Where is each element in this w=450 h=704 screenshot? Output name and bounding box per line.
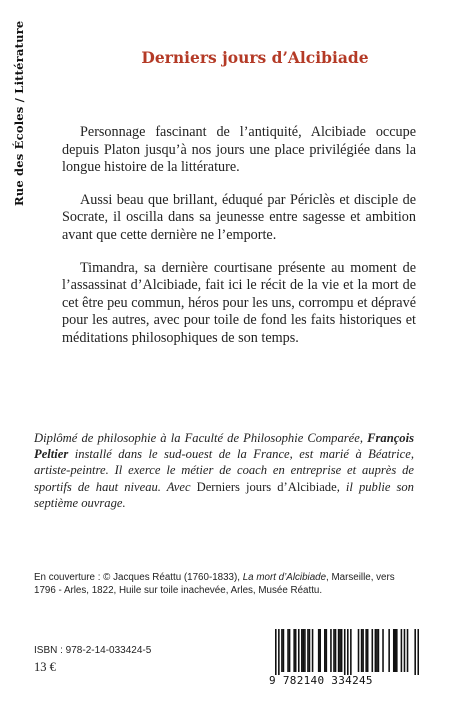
- barcode-bar: [367, 629, 369, 672]
- barcode-bar: [339, 629, 341, 672]
- barcode-bar: [361, 629, 363, 672]
- barcode-bar: [281, 629, 283, 672]
- painting-title: La mort d’Alcibiade: [242, 572, 327, 583]
- collection-label: Rue des Écoles / Littérature: [12, 20, 26, 206]
- bio-text: installé dans le sud-ouest de la France, est marié à Béatrice, artiste-peintre. Il exerce le métier de coach en entreprise et auprès de sportifs de haut niveau. Avec: [34, 447, 414, 494]
- barcode-digits: 9 782140 334245: [269, 674, 373, 687]
- barcode-bar: [393, 629, 395, 672]
- barcode-bar: [344, 629, 346, 675]
- barcode-bar: [396, 629, 398, 672]
- credits-text: , Marseille, vers 1796 - Arles, 1822, Huile sur toile inachevée, Arles, Musée Réattu.: [34, 572, 395, 597]
- barcode-bar: [407, 629, 409, 672]
- barcode-bar: [338, 629, 340, 672]
- barcode-bar: [318, 629, 320, 672]
- synopsis-paragraph: Timandra, sa dernière courtisane présente au moment de l’assassinat d’Alcibiade, fait ici le récit de la vie et la mort de cet être peu commun, héros pour les uns, corrompu et dépravé pour les autres, avec pour toile de fond les faits historiques et méditations philosophiques de son temps.: [62, 259, 416, 346]
- barcode-bar: [335, 629, 337, 672]
- barcode-bar: [378, 629, 380, 672]
- barcode-bar: [401, 629, 403, 672]
- barcode-bar: [417, 629, 419, 675]
- barcode-bar: [341, 629, 343, 672]
- barcode-bar: [394, 629, 396, 672]
- barcode-bar: [365, 629, 367, 672]
- synopsis: [62, 124, 416, 363]
- synopsis-paragraph: Personnage fascinant de l’antiquité, Alcibiade occupe depuis Platon jusqu’à nos jours une place privilégiée dans la longue histoire de la littérature.: [62, 124, 416, 176]
- barcode-bar: [287, 629, 289, 672]
- barcode-bar: [326, 629, 328, 672]
- barcode-bar: [324, 629, 326, 672]
- isbn: ISBN : 978-2-14-033424-5: [34, 645, 152, 656]
- cover-credits: [34, 571, 414, 598]
- barcode-bar: [304, 629, 306, 672]
- barcode: [265, 627, 425, 689]
- barcode-bar: [295, 629, 297, 672]
- barcode-bar: [275, 629, 277, 675]
- barcode-bar: [307, 629, 309, 672]
- barcode-bar: [375, 629, 377, 672]
- barcode-bar: [388, 629, 390, 672]
- barcode-bar: [376, 629, 378, 672]
- bio-book-title: Derniers jours d’Alcibiade: [196, 479, 337, 494]
- barcode-bar: [358, 629, 360, 672]
- barcode-bar: [404, 629, 406, 672]
- barcode-bar: [414, 629, 416, 675]
- barcode-bar: [309, 629, 311, 672]
- barcode-bar: [362, 629, 364, 672]
- price: 13 €: [34, 660, 56, 674]
- barcode-bar: [278, 629, 280, 675]
- barcode-bar: [283, 629, 285, 672]
- barcode-bar: [312, 629, 314, 672]
- barcode-bar: [319, 629, 321, 672]
- barcode-bar: [330, 629, 332, 672]
- barcode-bars: [275, 629, 419, 675]
- barcode-bar: [350, 629, 352, 675]
- barcode-bar: [347, 629, 349, 675]
- author-bio: [34, 430, 414, 511]
- barcode-bar: [298, 629, 300, 672]
- synopsis-paragraph: Aussi beau que brillant, éduqué par Périclès et disciple de Socrate, il oscilla dans sa jeunesse entre sagesse et ambition avant que cette dernière ne l’emporte.: [62, 191, 416, 243]
- bio-text: Diplômé de philosophie à la Faculté de Philosophie Comparée,: [34, 431, 368, 445]
- barcode-bar: [293, 629, 295, 672]
- barcode-bar: [301, 629, 303, 672]
- collection-spine: [8, 20, 32, 206]
- barcode-bar: [372, 629, 374, 672]
- author-name: François Peltier: [34, 431, 414, 462]
- book-title: Derniers jours d’Alcibiade: [141, 48, 369, 67]
- barcode-bar: [333, 629, 335, 672]
- credits-text: En couverture : © Jacques Réattu (1760-1833),: [34, 572, 243, 583]
- bio-text: , il publie son septième ouvrage.: [34, 479, 414, 510]
- barcode-bar: [382, 629, 384, 672]
- barcode-bar: [303, 629, 305, 672]
- barcode-bar: [289, 629, 291, 672]
